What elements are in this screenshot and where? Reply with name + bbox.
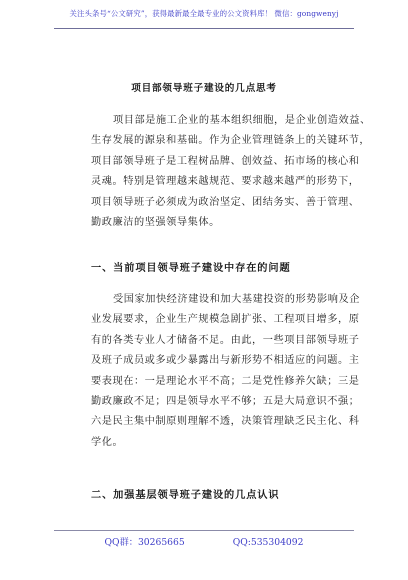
paragraph-line: 勤政廉政不足；四是领导水平不够；五是大局意识不强； <box>91 395 360 407</box>
qq-group-number: QQ群：30265665 <box>104 537 185 548</box>
footer-contact <box>0 534 408 548</box>
section-heading-1: 一、当前项目领导班子建设中存在的问题 <box>91 263 291 274</box>
paragraph-line: 受国家加快经济建设和加大基建投资的形势影响及企 <box>113 294 360 305</box>
paragraph-line: 有的各类专业人才储备不足。由此，一些项目部领导班子 <box>91 334 360 346</box>
paragraph-line: 业发展要求，企业生产规模急剧扩张、工程项目增多，原 <box>91 314 360 326</box>
paragraph-line: 生存发展的源泉和基础。作为企业管理链条上的关键环节， <box>91 135 371 147</box>
header-divider <box>54 28 354 29</box>
paragraph-line: 勤政廉洁的坚强领导集体。 <box>91 216 220 228</box>
qq-number: QQ:535304092 <box>232 537 304 548</box>
paragraph-line: 要表现在：一是理论水平不高；二是党性修养欠缺；三是 <box>91 375 360 387</box>
footer-divider <box>54 530 354 531</box>
header-banner: 关注头条号“公文研究”，获得最新最全最专业的公文资料库！ 微信：gongwenyj <box>69 9 339 18</box>
paragraph-line: 六是民主集中制原则理解不透，决策管理缺乏民主化、科 <box>91 416 360 428</box>
paragraph-line: 项目领导班子必须成为政治坚定、团结务实、善于管理、 <box>91 196 360 208</box>
paragraph-line: 项目部领导班子是工程树品牌、创效益、拓市场的核心和 <box>91 155 360 167</box>
paragraph-line: 灵魂。特别是管理越来越规范、要求越来越严的形势下， <box>91 176 360 188</box>
paragraph-line: 及班子成员或多或少暴露出与新形势不相适应的问题。主 <box>91 355 360 367</box>
paragraph-line: 学化。 <box>91 436 124 448</box>
paragraph-problems <box>91 290 360 453</box>
document-title: 项目部领导班子建设的几点思考 <box>131 83 277 94</box>
section-heading-2: 二、加强基层领导班子建设的几点认识 <box>91 490 280 501</box>
paragraph-intro <box>91 111 371 233</box>
paragraph-line: 项目部是施工企业的基本组织细胞，是企业创造效益、 <box>113 115 371 126</box>
